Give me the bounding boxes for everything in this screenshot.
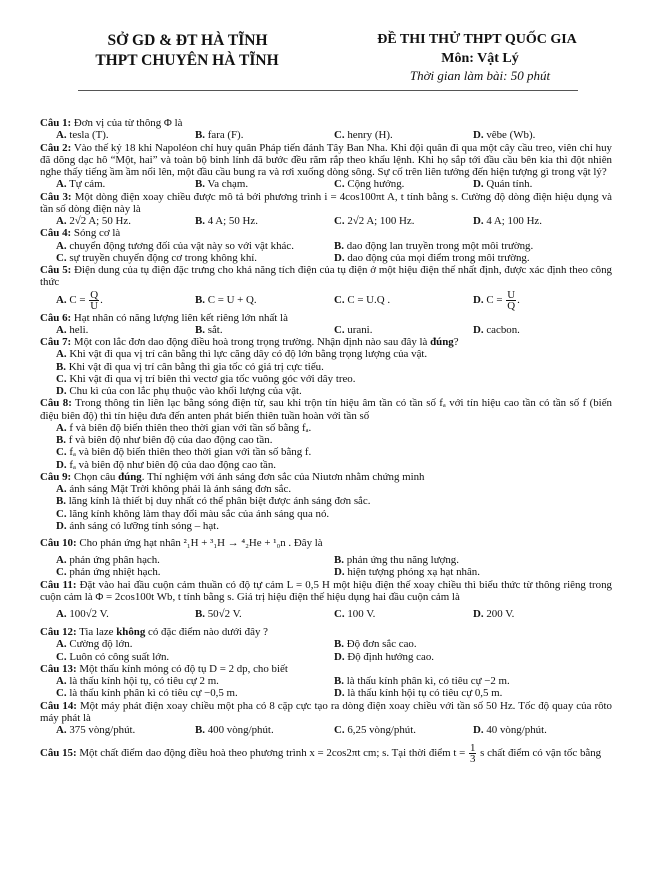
question-10-options	[40, 554, 612, 579]
option-b: B. dao động lan truyền trong một môi trường.	[334, 239, 534, 252]
question-11-options	[40, 603, 612, 626]
question-13-options	[40, 675, 612, 700]
header-divider	[78, 90, 578, 91]
fraction: $\frac{Q}{U}$	[90, 288, 99, 312]
fraction: $\frac{U}{Q}$	[507, 288, 516, 312]
option-b: B. C = U + Q.	[195, 293, 257, 306]
question-14: Câu 14: Một máy phát điện xoay chiều một pha có 8 cặp cực tạo ra dòng điện xoay chiều với tần số 50 Hz. Tốc độ quay của rôto máy phát là	[40, 699, 612, 724]
option-b: B. 50√2 V.	[195, 608, 242, 620]
option-b: B. 4 A; 50 Hz.	[195, 215, 258, 227]
option-a: A. là thấu kính hội tụ, có tiêu cự 2 m.	[56, 675, 219, 687]
option-d: D. là thấu kính hội tụ có tiêu cự 0,5 m.	[334, 687, 503, 700]
option-a: A. 375 vòng/phút.	[56, 724, 136, 736]
option-b: B. Va chạm.	[195, 178, 249, 191]
question-9: Câu 9: Chọn câu đúng. Thí nghiệm với ánh sáng đơn sắc của Niutơn nhằm chứng minh	[40, 470, 425, 483]
option-c: C. sự truyền chuyển động cơ trong không khí.	[56, 251, 258, 264]
option-c: C. fₐ và biên độ biến thiên theo thời gian với tần số bằng f.	[56, 446, 312, 459]
option-a: A. Tự cảm.	[56, 178, 106, 191]
option-a: A. C = $\frac{Q}{U}$ .	[56, 288, 103, 312]
question-15: Câu 15: Một chất điểm dao động điều hoà theo phương trình x = 2cos2πt cm; s. Tại thời điểm t = $\frac{1}{3}$ s chất điểm có vận tốc bằng	[40, 742, 602, 766]
option-d: D. Quán tính.	[473, 178, 533, 191]
option-b: B. là thấu kính phân kì, có tiêu cự −2 m.	[334, 675, 510, 687]
option-c: C. 2√2 A; 100 Hz.	[334, 215, 415, 227]
fraction: $\frac{1}{3}$	[469, 742, 476, 766]
question-9-options	[40, 483, 612, 532]
option-a: A. f và biên độ biến thiên theo thời gian với tần số bằng fₐ.	[56, 421, 312, 434]
option-d: D. hiện tượng phóng xạ hạt nhân.	[334, 566, 480, 579]
option-c: C. 100 V.	[334, 608, 376, 620]
question-6-options	[40, 324, 612, 336]
time-limit: Thời gian làm bài: 50 phút	[409, 68, 551, 83]
option-d: D. ánh sáng có lưỡng tính sóng – hạt.	[56, 519, 219, 532]
question-3-options	[40, 215, 612, 227]
option-c: C. Luôn có công suất lớn.	[56, 650, 170, 663]
question-14-options	[40, 724, 612, 736]
question-2-options	[40, 178, 612, 190]
option-d: D. 40 vòng/phút.	[473, 724, 547, 736]
question-8: Câu 8: Trong thông tin liên lạc bằng sóng điện từ, sau khi trộn tín hiệu âm tần có tần số fₐ với tín hiệu cao tần có tần số f (biến điệu biên độ) thì tín hiệu đưa đến anten phát biến thiên tuần hoàn với tần số	[40, 397, 612, 422]
question-12: Câu 12: Tia laze không có đặc điểm nào dưới đây ?	[40, 626, 268, 638]
question-5: Câu 5: Điện dung của tụ điện đặc trưng cho khả năng tích điện của tụ điện ở một hiệu điện thế nhất định, được xác định theo công thức	[40, 264, 612, 289]
option-b: B. Độ đơn sắc cao.	[334, 638, 417, 651]
option-c: C. phản ứng nhiệt hạch.	[56, 566, 161, 579]
option-a: A. tesla (T).	[56, 129, 109, 142]
question-5-options	[40, 289, 612, 312]
question-13: Câu 13: Một thấu kính mỏng có độ tụ D = 2 dp, cho biết	[40, 662, 288, 675]
question-7-options	[40, 348, 612, 397]
option-d: D. cacbon.	[473, 323, 520, 336]
option-d: D. dao động của mọi điểm trong môi trường.	[334, 251, 530, 264]
option-c: C. lăng kính không làm thay đổi màu sắc của ánh sáng qua nó.	[56, 507, 330, 520]
option-a: A. chuyển động tương đối của vật này so với vật khác.	[56, 239, 294, 252]
option-c: C. Khi vật đi qua vị trí biên thì vectơ gia tốc vuông góc với dây treo.	[56, 372, 356, 385]
option-a: A. phản ứng phân hạch.	[56, 554, 160, 566]
question-1-options	[40, 129, 612, 141]
option-a: A. Cường độ lớn.	[56, 638, 133, 651]
question-list	[40, 117, 612, 764]
option-a: A. 2√2 A; 50 Hz.	[56, 215, 131, 227]
question-4-options	[40, 240, 612, 265]
question-1: Câu 1: Đơn vị của từ thông Φ là	[40, 117, 183, 129]
question-10: Câu 10: Cho phản ứng hạt nhân ²₁H + ³₁H → ⁴₂He + ¹₀n . Đây là	[40, 537, 323, 549]
option-c: C. là thấu kính phân kì có tiêu cự −0,5 m.	[56, 687, 238, 700]
option-b: B. f và biên độ như biên độ của dao động cao tần.	[56, 434, 273, 446]
school-department: SỞ GD & ĐT HÀ TĨNH	[107, 32, 268, 49]
question-11: Câu 11: Đặt vào hai đầu cuộn cảm thuần có độ tự cảm L = 0,5 H một hiệu điện thế xoay chiều thì biểu thức từ thông riêng trong cuộn cảm là Φ = 2cos100t Wb, t tính bằng s. Giá trị hiệu điện thế hiệu dụng hai đầu cuộn cảm là	[40, 578, 613, 603]
option-b: B. sắt.	[195, 323, 223, 336]
question-2: Câu 2: Vào thế kỷ 18 khi Napoléon chỉ huy quân Pháp tiến đánh Tây Ban Nha. Khi đội quân đi qua một cây cầu treo, viên chỉ huy đã dõng dạc hô “Một, hai” và toàn bộ binh lính đã bước đều răm rắp theo khẩu lệnh. Khi họ sắp tới đầu cầu bên kia thì đột nhiên nghe thấy tiếng ầm ầm nổi lên, một đầu cầu bung ra và rơi xuống dòng sông. Sự cố trên liên tưởng đến hiện tượng gì trong vật lý?	[40, 141, 612, 178]
option-c: C. henry (H).	[334, 129, 393, 142]
subject: Môn: Vật Lý	[441, 51, 519, 66]
option-c: C. 6,25 vòng/phút.	[334, 724, 417, 736]
option-d: D. Độ định hướng cao.	[334, 650, 435, 663]
option-a: A. Khi vật đi qua vị trí cân bằng thì lực căng dây có độ lớn bằng trọng lượng của vật.	[56, 348, 428, 361]
question-8-options	[40, 422, 612, 471]
school-name: THPT CHUYÊN HÀ TĨNH	[95, 52, 279, 69]
question-3: Câu 3: Một dòng điện xoay chiều được mô tả bởi phương trình i = 4cos100πt A, t tính bằng s. Cường độ dòng điện hiệu dụng và tần số dòng điện này là	[40, 190, 612, 215]
option-d: D. C = $\frac{U}{Q}$ .	[473, 288, 520, 312]
option-b: B. fara (F).	[195, 129, 244, 142]
question-7: Câu 7: Một con lắc đơn dao động điều hoà trong trọng trường. Nhận định nào sau đây là đúng?	[40, 336, 459, 348]
option-a: A. ánh sáng Mặt Trời không phải là ánh sáng đơn sắc.	[56, 483, 292, 495]
option-d: D. fₐ và biên độ như biên độ của dao động cao tần.	[56, 458, 276, 471]
option-b: B. lăng kính là thiết bị duy nhất có thể phân biệt được ánh sáng đơn sắc.	[56, 495, 371, 508]
option-c: C. Cộng hưởng.	[334, 178, 405, 191]
question-12-options	[40, 638, 612, 663]
question-6: Câu 6: Hạt nhân có năng lượng liên kết riêng lớn nhất là	[40, 311, 288, 324]
option-b: B. phản ứng thu năng lượng.	[334, 554, 459, 566]
option-a: A. heli.	[56, 323, 89, 336]
option-b: B. 400 vòng/phút.	[195, 724, 274, 736]
option-d: D. 4 A; 100 Hz.	[473, 215, 542, 227]
option-d: D. 200 V.	[473, 608, 515, 620]
option-c: C. urani.	[334, 323, 373, 336]
option-b: B. Khi vật đi qua vị trí cân bằng thì gia tốc có giá trị cực tiểu.	[56, 360, 324, 373]
option-c: C. C = U.Q .	[334, 293, 391, 306]
option-d: D. vêbe (Wb).	[473, 129, 536, 142]
question-4: Câu 4: Sóng cơ là	[40, 227, 121, 240]
option-d: D. Chu kì của con lắc phụ thuộc vào khối lượng của vật.	[56, 385, 302, 397]
option-a: A. 100√2 V.	[56, 608, 109, 620]
exam-title: ĐỀ THI THỬ THPT QUỐC GIA	[377, 32, 577, 47]
